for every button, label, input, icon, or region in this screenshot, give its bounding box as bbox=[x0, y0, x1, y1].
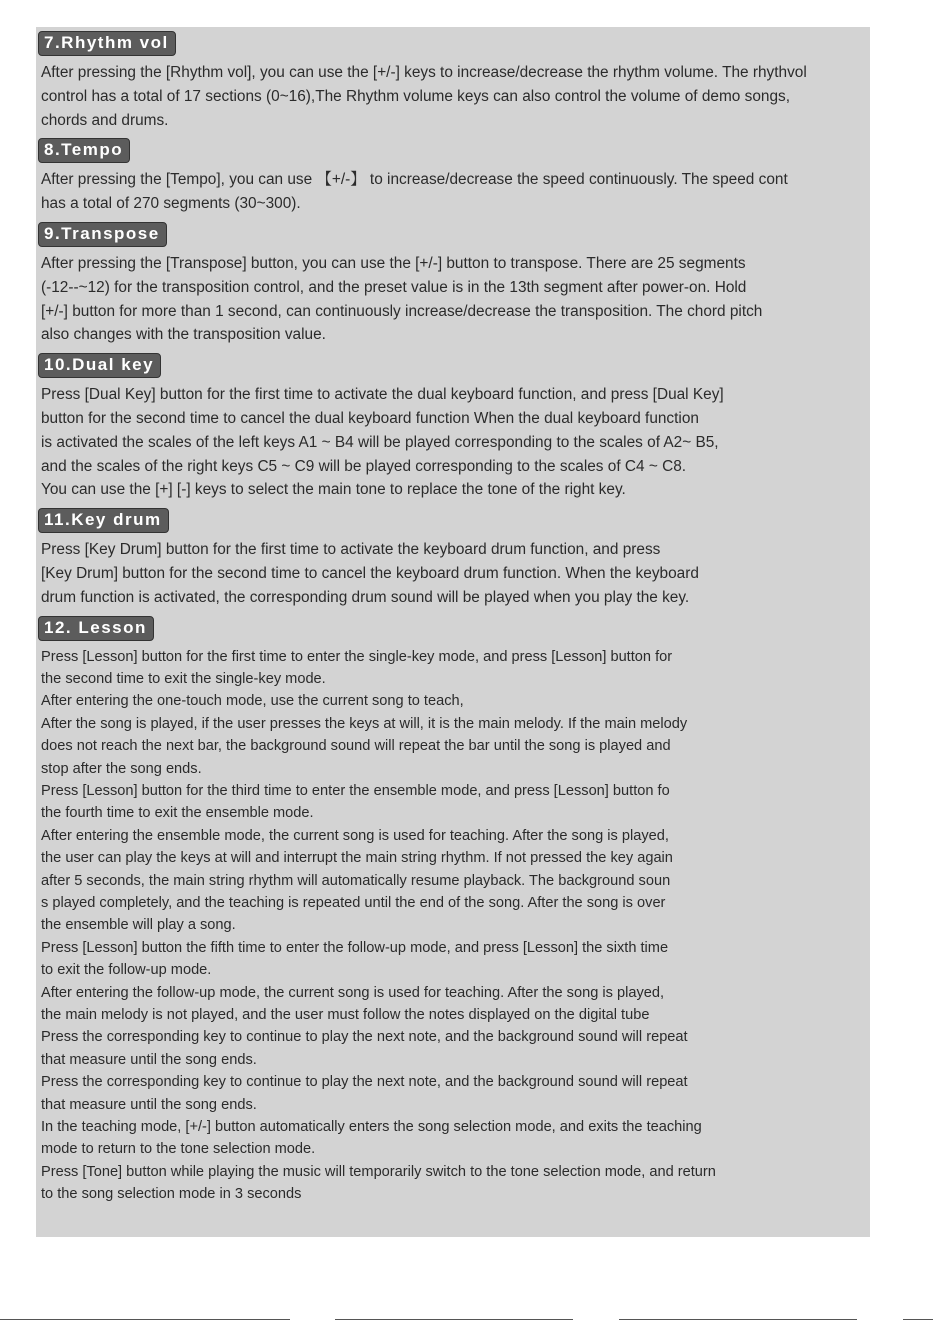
section-heading: 11.Key drum bbox=[38, 508, 169, 533]
section-lesson bbox=[38, 614, 878, 1206]
body-line: After entering the follow-up mode, the current song is used for teaching. After the song is played, bbox=[41, 984, 665, 1001]
section-body bbox=[41, 252, 878, 347]
body-line: After pressing the [Rhythm vol], you can use the [+/-] keys to increase/decrease the rhythm volume. The rhythvol bbox=[41, 64, 807, 81]
body-line: Press [Lesson] button for the third time to enter the ensemble mode, and press [Lesson] button fo bbox=[41, 782, 670, 799]
divider bbox=[903, 1319, 933, 1320]
body-line: the ensemble will play a song. bbox=[41, 917, 236, 934]
section-body bbox=[41, 383, 878, 502]
section-heading: 8.Tempo bbox=[38, 138, 130, 163]
body-line: to exit the follow-up mode. bbox=[41, 962, 212, 979]
section-rhythm-vol bbox=[38, 29, 878, 132]
body-line: stop after the song ends. bbox=[41, 760, 202, 777]
body-line: After entering the ensemble mode, the current song is used for teaching. After the song is played, bbox=[41, 827, 669, 844]
body-line: the fourth time to exit the ensemble mode. bbox=[41, 805, 314, 822]
body-line: the main melody is not played, and the user must follow the notes displayed on the digital tube bbox=[41, 1007, 650, 1024]
divider bbox=[0, 1319, 290, 1320]
body-line: Press the corresponding key to continue to play the next note, and the background sound will repeat bbox=[41, 1074, 688, 1091]
section-heading: 7.Rhythm vol bbox=[38, 31, 176, 56]
manual-page bbox=[38, 29, 878, 1210]
body-line: In the teaching mode, [+/-] button automatically enters the song selection mode, and exits the teaching bbox=[41, 1119, 702, 1136]
body-line: the second time to exit the single-key mode. bbox=[41, 670, 326, 687]
body-line: Press [Lesson] button for the first time to enter the single-key mode, and press [Lesson] button for bbox=[41, 648, 673, 665]
section-body bbox=[41, 61, 878, 132]
body-line: control has a total of 17 sections (0~16),The Rhythm volume keys can also control the volume of demo songs, bbox=[41, 87, 790, 105]
body-line: has a total of 270 segments (30~300). bbox=[41, 195, 301, 213]
body-line: Press the corresponding key to continue to play the next note, and the background sound will repeat bbox=[41, 1029, 688, 1046]
body-line: mode to return to the tone selection mode. bbox=[41, 1141, 316, 1158]
body-line: that measure until the song ends. bbox=[41, 1051, 257, 1068]
body-line: Press [Dual Key] button for the first time to activate the dual keyboard function, and press [Dual Key] bbox=[41, 386, 724, 404]
body-line: that measure until the song ends. bbox=[41, 1096, 257, 1113]
body-line: chords and drums. bbox=[41, 111, 169, 129]
body-line: Press [Lesson] button the fifth time to enter the follow-up mode, and press [Lesson] the sixth time bbox=[41, 939, 669, 956]
section-dual-key bbox=[38, 351, 878, 502]
body-line: also changes with the transposition value. bbox=[41, 326, 326, 344]
body-line: the user can play the keys at will and interrupt the main string rhythm. If not pressed the key again bbox=[41, 850, 673, 867]
section-transpose bbox=[38, 220, 878, 347]
section-heading: 9.Transpose bbox=[38, 222, 167, 247]
body-line: You can use the [+] [-] keys to select the main tone to replace the tone of the right key. bbox=[41, 481, 626, 499]
body-line: to the song selection mode in 3 seconds bbox=[41, 1186, 302, 1203]
body-line: After pressing the [Transpose] button, you can use the [+/-] button to transpose. There are 25 segments bbox=[41, 254, 746, 272]
divider bbox=[335, 1319, 573, 1320]
section-body bbox=[41, 538, 878, 609]
body-line: button for the second time to cancel the dual keyboard function When the dual keyboard function bbox=[41, 409, 699, 427]
body-line: (-12--~12) for the transposition control, and the preset value is in the 13th segment after power-on. Hold bbox=[41, 278, 747, 296]
body-line: is activated the scales of the left keys A1 ~ B4 will be played corresponding to the scales of A2~ B5, bbox=[41, 433, 719, 451]
body-line: Press [Tone] button while playing the music will temporarily switch to the tone selection mode, and return bbox=[41, 1163, 716, 1180]
body-line: s played completely, and the teaching is repeated until the end of the song. After the song is over bbox=[41, 895, 666, 912]
body-line: drum function is activated, the corresponding drum sound will be played when you play the key. bbox=[41, 588, 690, 606]
section-heading: 12. Lesson bbox=[38, 616, 154, 641]
body-line: [+/-] button for more than 1 second, can continuously increase/decrease the transposition. The chord pitch bbox=[41, 302, 763, 320]
divider bbox=[619, 1319, 857, 1320]
body-line: After the song is played, if the user presses the keys at will, it is the main melody. If the main melody bbox=[41, 715, 688, 732]
body-line: and the scales of the right keys C5 ~ C9 will be played corresponding to the scales of C4 ~ C8. bbox=[41, 457, 687, 475]
body-line: [Key Drum] button for the second time to cancel the keyboard drum function. When the keyboard bbox=[41, 564, 699, 582]
section-key-drum bbox=[38, 506, 878, 609]
section-heading: 10.Dual key bbox=[38, 353, 161, 378]
body-line: After entering the one-touch mode, use the current song to teach, bbox=[41, 693, 464, 710]
body-line: After pressing the [Tempo], you can use 【+/-】 to increase/decrease the speed continuously. The speed cont bbox=[41, 171, 788, 189]
section-tempo bbox=[38, 136, 878, 216]
body-line: Press [Key Drum] button for the first time to activate the keyboard drum function, and press bbox=[41, 541, 661, 559]
page-bottom-rules bbox=[0, 1319, 933, 1322]
body-line: after 5 seconds, the main string rhythm will automatically resume playback. The background soun bbox=[41, 872, 671, 889]
section-body bbox=[41, 646, 878, 1206]
section-body bbox=[41, 168, 878, 216]
body-line: does not reach the next bar, the background sound will repeat the bar until the song is played and bbox=[41, 738, 671, 755]
